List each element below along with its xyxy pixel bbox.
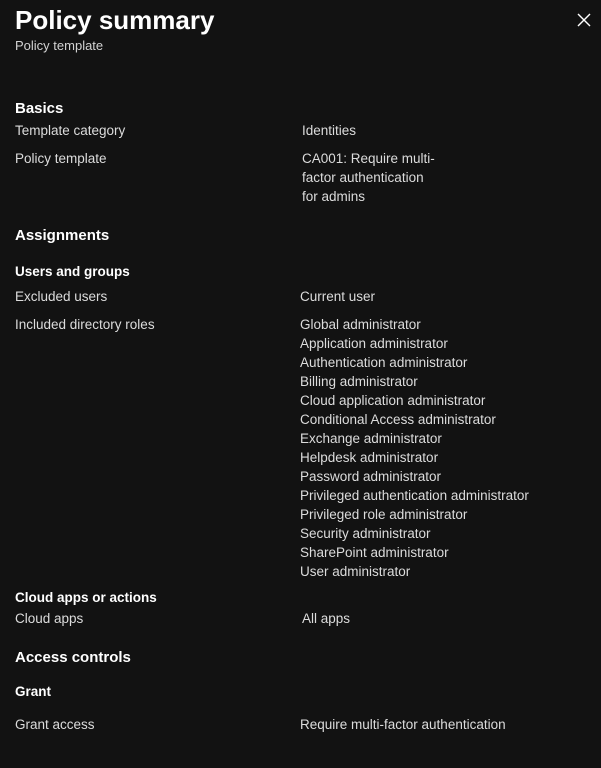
included-roles-list	[300, 315, 529, 581]
role-item: Privileged authentication administrator	[300, 488, 529, 503]
policy-template-value	[302, 149, 435, 206]
cloud-apps-value: All apps	[302, 611, 351, 626]
grant-heading: Grant	[15, 684, 52, 699]
policy-template-value-line: for admins	[302, 189, 366, 204]
excluded-users-value: Current user	[300, 289, 376, 304]
grant-access-label: Grant access	[15, 717, 95, 732]
cloud-apps-label: Cloud apps	[15, 611, 84, 626]
role-item: Helpdesk administrator	[300, 450, 439, 465]
role-item: SharePoint administrator	[300, 545, 449, 560]
grant-access-value: Require multi-factor authentication	[300, 717, 506, 732]
included-roles-label: Included directory roles	[15, 317, 155, 332]
close-icon	[572, 8, 596, 32]
access-controls-heading: Access controls	[15, 649, 131, 666]
users-groups-heading: Users and groups	[15, 264, 130, 279]
excluded-users-label: Excluded users	[15, 289, 108, 304]
role-item: Authentication administrator	[300, 355, 468, 370]
panel-subtitle: Policy template	[15, 38, 104, 53]
cloud-apps-heading: Cloud apps or actions	[15, 590, 157, 605]
role-item: Privileged role administrator	[300, 507, 468, 522]
role-item: Application administrator	[300, 336, 448, 351]
role-item: Conditional Access administrator	[300, 412, 496, 427]
role-item: User administrator	[300, 564, 411, 579]
template-category-value: Identities	[302, 123, 357, 138]
panel-title: Policy summary	[15, 5, 215, 35]
assignments-heading: Assignments	[15, 227, 110, 244]
role-item: Cloud application administrator	[300, 393, 486, 408]
close-button[interactable]	[572, 8, 596, 32]
policy-template-value-line: CA001: Require multi-	[302, 151, 435, 166]
role-item: Global administrator	[300, 317, 421, 332]
role-item: Security administrator	[300, 526, 431, 541]
role-item: Password administrator	[300, 469, 442, 484]
policy-template-value-line: factor authentication	[302, 170, 424, 185]
basics-heading: Basics	[15, 100, 64, 117]
policy-template-label: Policy template	[15, 151, 107, 166]
role-item: Billing administrator	[300, 374, 418, 389]
template-category-label: Template category	[15, 123, 126, 138]
role-item: Exchange administrator	[300, 431, 442, 446]
